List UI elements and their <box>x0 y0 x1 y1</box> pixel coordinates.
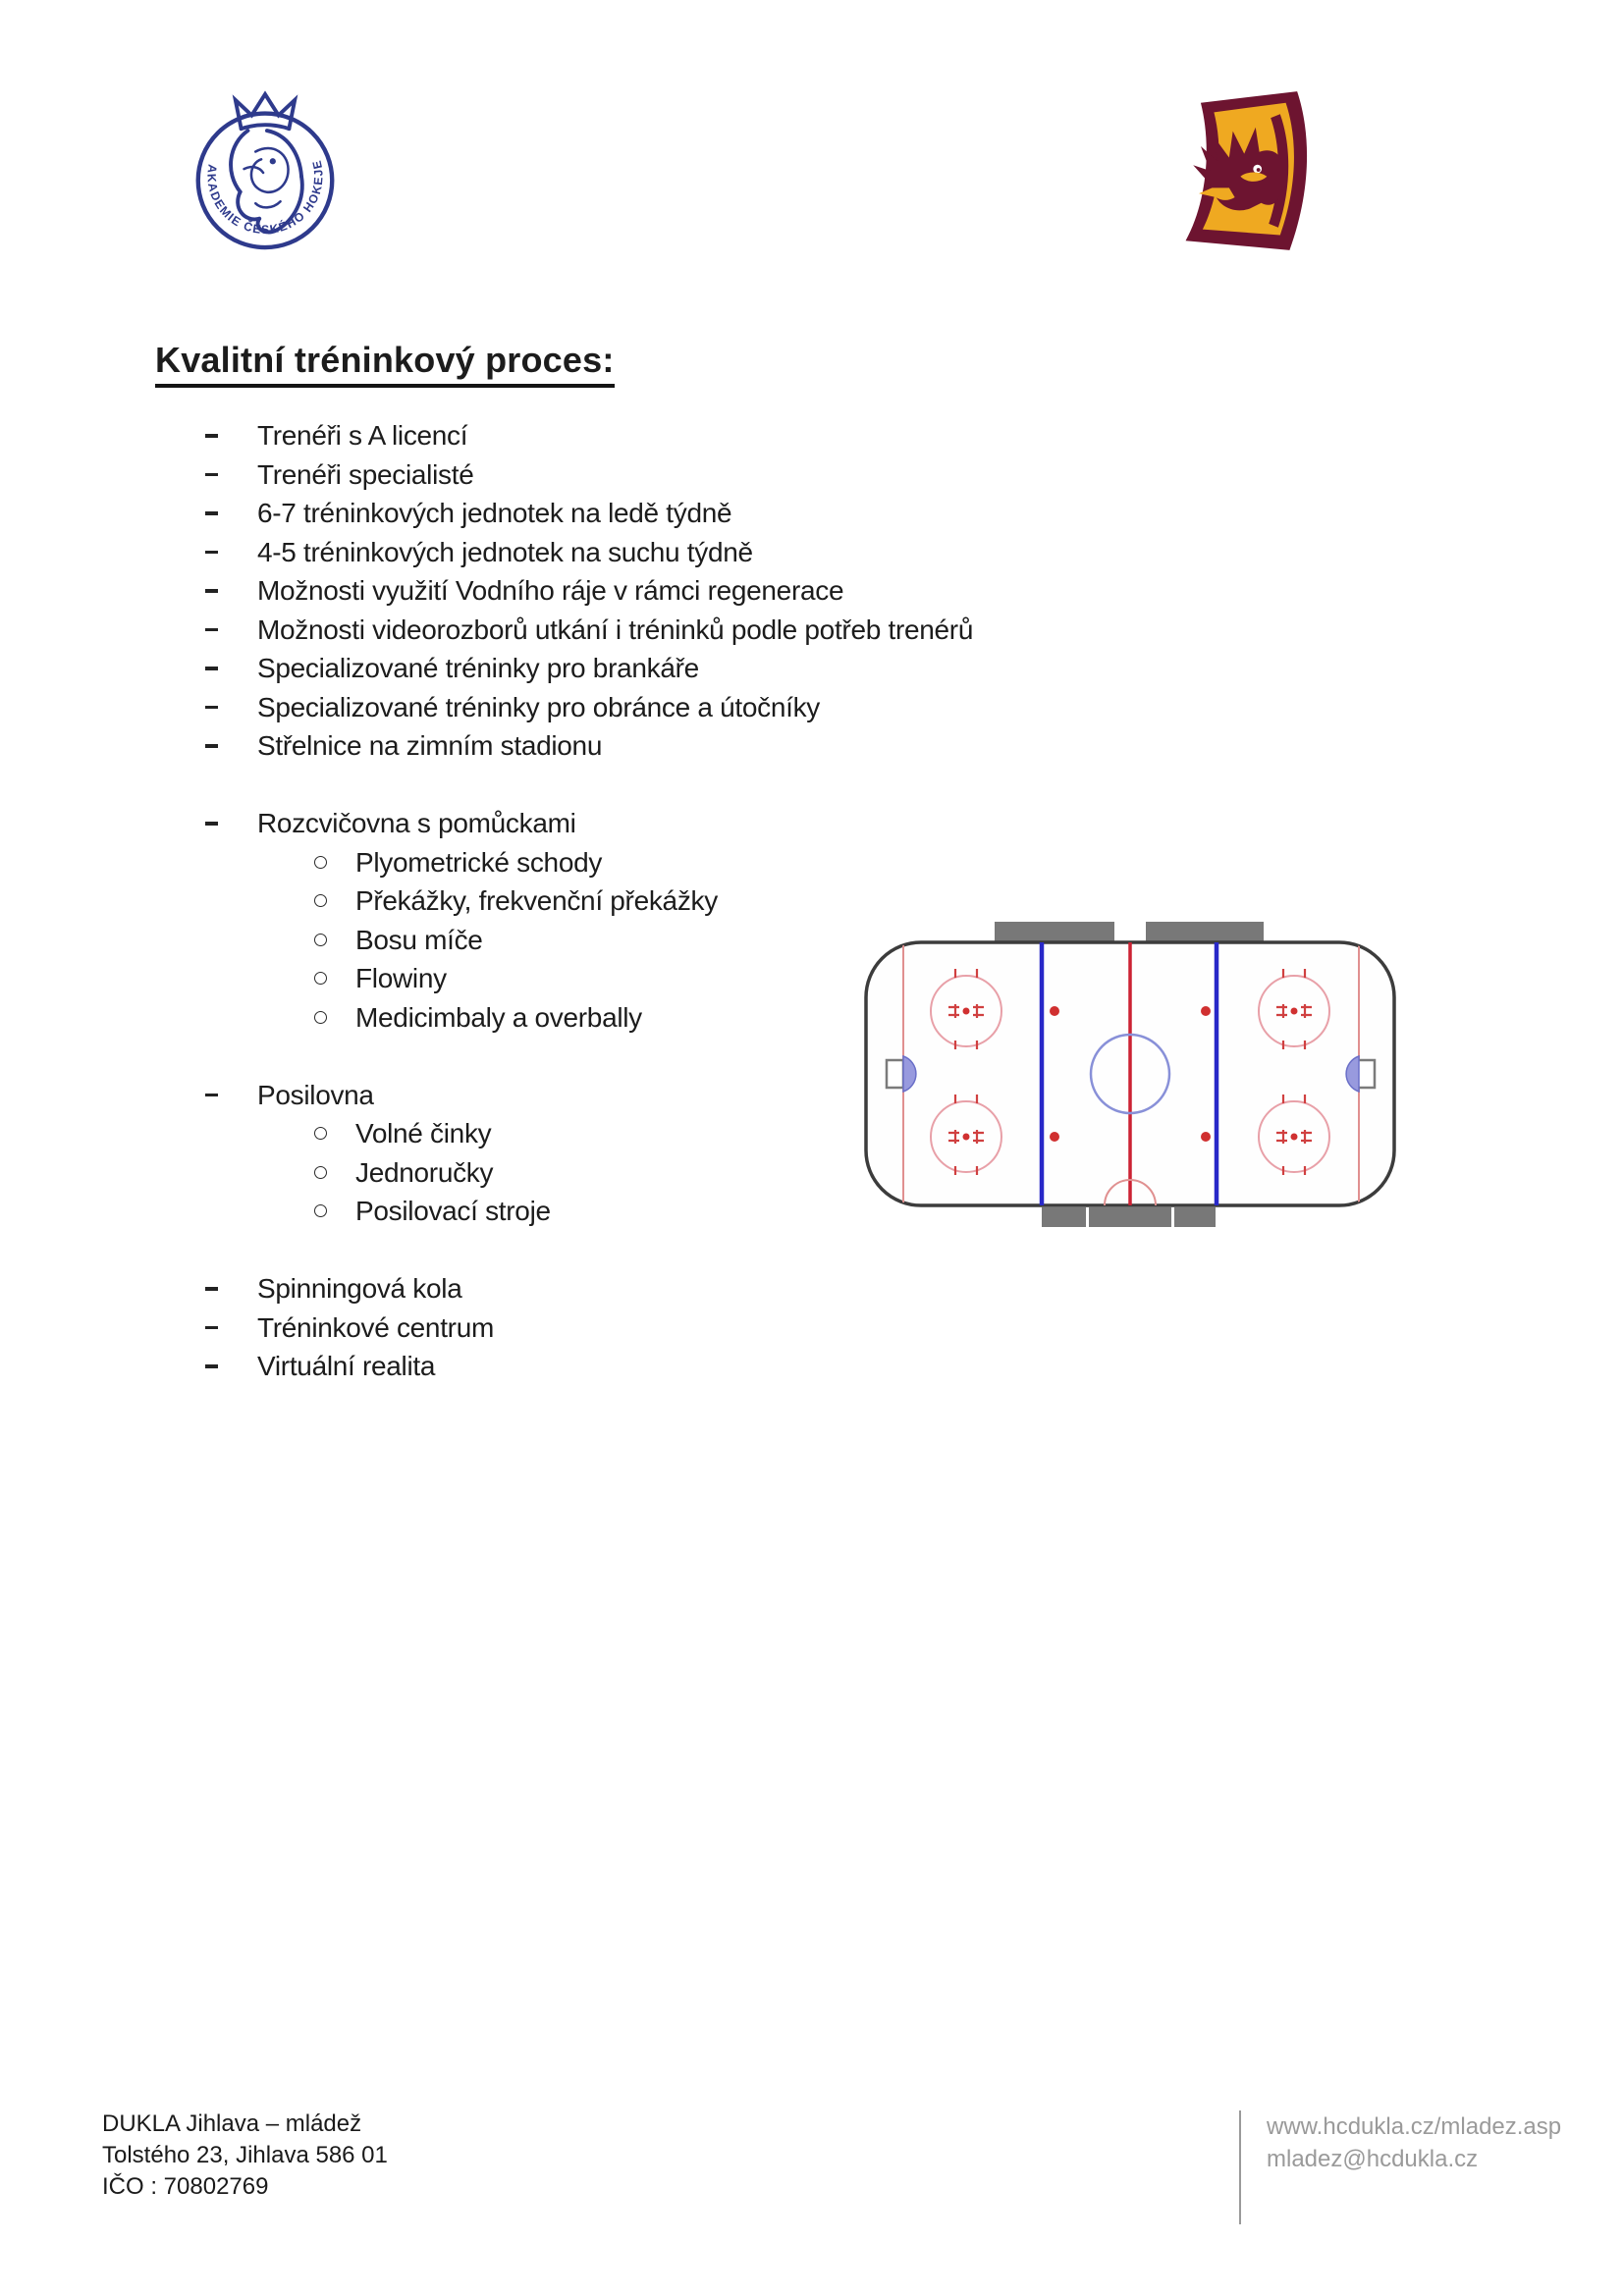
list-item <box>203 1347 1087 1386</box>
list-item-label: Plyometrické schody <box>355 846 603 878</box>
list-item-label: Flowiny <box>355 963 447 993</box>
footer-email-link[interactable]: mladez@hcdukla.cz <box>1267 2146 1479 2172</box>
team-bench-left <box>995 922 1114 942</box>
list-item <box>203 1308 1087 1348</box>
circle-bullet <box>314 934 327 946</box>
faceoff-dot <box>1050 1132 1059 1142</box>
dash-bullet <box>205 434 218 438</box>
circle-bullet <box>314 1011 327 1024</box>
list-item-label: Spinningová kola <box>257 1273 462 1304</box>
list-subitem <box>314 881 1087 921</box>
footer-website-link[interactable]: www.hcdukla.cz/mladez.asp <box>1267 2113 1562 2140</box>
dash-bullet <box>205 473 218 477</box>
footer-contacts <box>1239 2110 1561 2224</box>
circle-bullet <box>314 894 327 907</box>
dash-bullet <box>205 589 218 593</box>
list-item <box>203 611 1087 650</box>
dash-bullet <box>205 1094 218 1097</box>
academy-logo-text: AKADEMIE ČESKÉHO HOKEJE <box>204 158 326 237</box>
ice-hockey-rink-diagram <box>862 919 1398 1229</box>
list-item-label: Medicimbaly a overbally <box>355 1001 642 1033</box>
list-item-label: Specializované tréninky pro brankáře <box>257 653 699 683</box>
list-item-label: Trenéři s A licencí <box>257 420 468 451</box>
footer-address <box>102 2109 388 2203</box>
dash-bullet <box>205 1326 218 1330</box>
list-item-label: Tréninkové centrum <box>257 1311 494 1343</box>
academy-logo <box>189 88 342 255</box>
penalty-box-left <box>1042 1207 1086 1227</box>
list-item-label: Překážky, frekvenční překážky <box>355 885 718 916</box>
dash-bullet <box>205 706 218 710</box>
dash-bullet <box>205 667 218 670</box>
scorekeeper-box <box>1089 1207 1171 1227</box>
list-item <box>203 416 1087 455</box>
list-item-label: Bosu míče <box>355 924 483 955</box>
faceoff-dot <box>1201 1006 1211 1016</box>
dash-bullet <box>205 551 218 555</box>
circle-bullet <box>314 1204 327 1217</box>
list-item <box>203 649 1087 688</box>
dukla-logo <box>1174 88 1325 253</box>
team-bench-right <box>1146 922 1264 942</box>
list-item <box>203 1269 1087 1308</box>
list-item-label: Posilovna <box>257 1079 374 1110</box>
list-subitem <box>314 843 1087 882</box>
faceoff-dot <box>1050 1006 1059 1016</box>
list-item <box>203 455 1087 495</box>
goal-left <box>887 1060 903 1088</box>
list-item-label: Trenéři specialisté <box>257 458 474 490</box>
list-item-label: Možnosti videorozborů utkání i tréninků podle potřeb trenérů <box>257 614 974 645</box>
dash-bullet <box>205 511 218 515</box>
list-item <box>203 571 1087 611</box>
goal-right <box>1358 1060 1375 1088</box>
circle-bullet <box>314 972 327 985</box>
list-item <box>203 533 1087 572</box>
list-item-label: Posilovací stroje <box>355 1196 551 1226</box>
penalty-box-right <box>1174 1207 1216 1227</box>
page-title: Kvalitní tréninkový proces: <box>155 340 615 388</box>
list-item-label: Možnosti využití Vodního ráje v rámci regenerace <box>257 575 844 606</box>
circle-bullet <box>314 856 327 869</box>
list-item-label: Jednoručky <box>355 1156 494 1188</box>
footer-ico: IČO : 70802769 <box>102 2173 269 2200</box>
list-item <box>203 726 1087 766</box>
footer-street: Tolstého 23, Jihlava 586 01 <box>102 2142 388 2168</box>
dash-bullet <box>205 822 218 826</box>
dash-bullet <box>205 744 218 748</box>
list-item-label: Rozcvičovna s pomůckami <box>257 808 576 838</box>
list-item <box>203 494 1087 533</box>
circle-bullet <box>314 1127 327 1140</box>
dash-bullet <box>205 1287 218 1291</box>
list-item <box>203 804 1087 843</box>
dash-bullet <box>205 1364 218 1368</box>
list-item-label: Virtuální realita <box>257 1351 436 1381</box>
list-item-label: 6-7 tréninkových jednotek na ledě týdně <box>257 498 732 528</box>
dash-bullet <box>205 628 218 632</box>
list-item-label: Specializované tréninky pro obránce a útočníky <box>257 691 820 722</box>
faceoff-dot <box>1201 1132 1211 1142</box>
list-item-label: Volné činky <box>355 1118 492 1148</box>
footer-club-name: DUKLA Jihlava – mládež <box>102 2110 362 2137</box>
circle-bullet <box>314 1166 327 1179</box>
list-item-label: 4-5 tréninkových jednotek na suchu týdně <box>257 536 753 567</box>
training-process-list <box>203 416 1087 1386</box>
list-item-label: Střelnice na zimním stadionu <box>257 730 603 761</box>
list-item <box>203 688 1087 727</box>
